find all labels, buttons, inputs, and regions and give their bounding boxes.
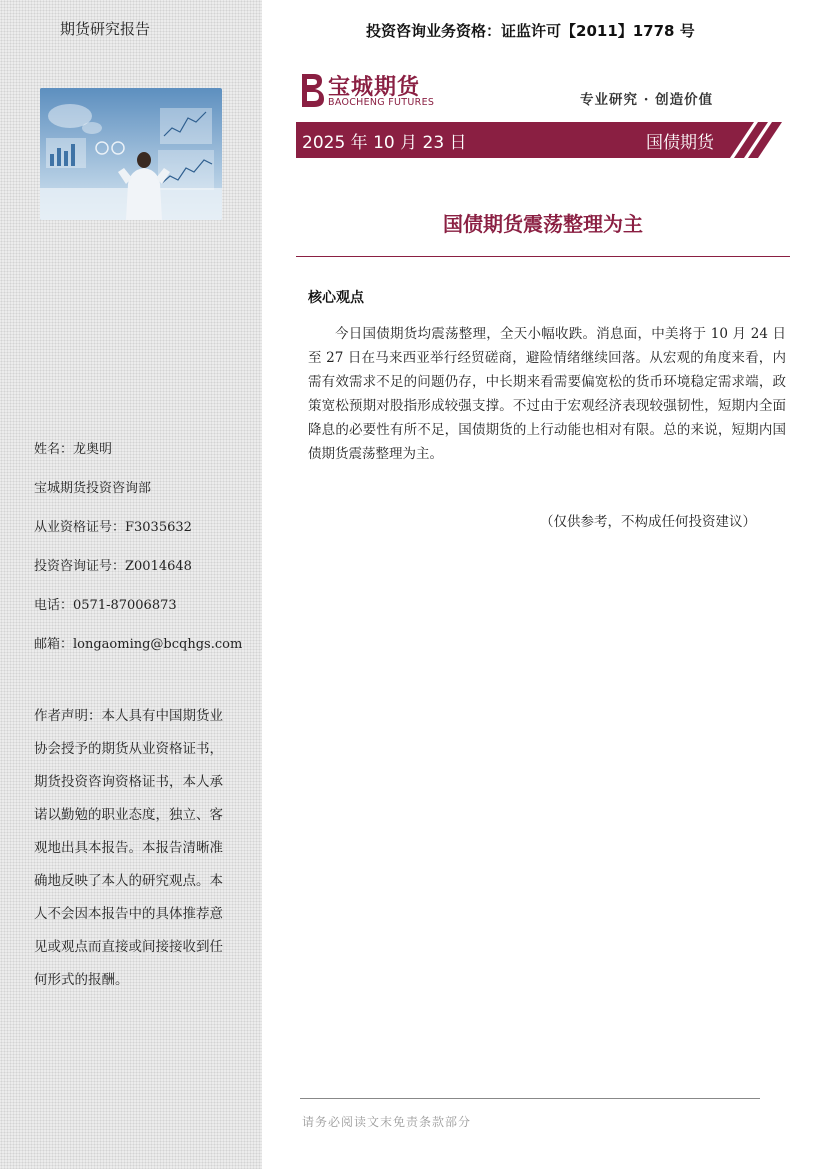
businessman-chart-illustration xyxy=(40,88,222,220)
logo-chinese-name: 宝城期货 xyxy=(328,74,421,100)
section-heading: 核心观点 xyxy=(308,290,364,306)
author-email: 邮箱：longaoming@bcqhgs.com xyxy=(34,637,243,652)
report-body: 今日国债期货均震荡整理，全天小幅收跌。消息面，中美将于 10 月 24 日至 27 日在马来西亚举行经贸磋商，避险情绪继续回落。从宏观的角度来看，内需有效需求不足的问题仍存，中长期来看需要偏宽松的货币环境稳定需求端，政策宽松预期对股指形成较强支撑。不过由于宏观经济表现较强韧性，短期内全面降息的必要性有所不足，国债期货的上行动能也相对有限。总的来说，短期内国债期货震荡整理为主。 xyxy=(308,326,786,462)
report-category: 国债期货 xyxy=(646,133,714,153)
footer-divider xyxy=(300,1098,760,1099)
title-divider xyxy=(296,256,790,257)
sidebar xyxy=(0,0,262,1169)
consulting-number: 投资咨询证号：Z0014648 xyxy=(34,559,192,574)
author-name: 姓名：龙奥明 xyxy=(34,442,113,457)
company-slogan: 专业研究 · 创造价值 xyxy=(580,92,714,108)
author-phone: 电话：0571-87006873 xyxy=(34,598,177,613)
logo-english-name: BAOCHENG FUTURES xyxy=(328,97,435,108)
author-declaration: 作者声明：本人具有中国期货业协会授予的期货从业资格证书，期货投资咨询资格证书，本人承诺以勤勉的职业态度，独立、客观地出具本报告。本报告清晰准确地反映了本人的研究观点。本人不会因本报告中的具体推荐意见或观点而直接或间接接收到任何形式的报酬。 xyxy=(34,708,223,988)
date-banner xyxy=(296,122,786,158)
author-info xyxy=(34,430,242,664)
author-department: 宝城期货投资咨询部 xyxy=(34,481,152,496)
reference-note: （仅供参考，不构成任何投资建议） xyxy=(540,514,756,530)
illustration-graphic xyxy=(40,88,222,220)
logo-mark-icon xyxy=(296,70,326,110)
license-statement: 投资咨询业务资格：证监许可【2011】1778 号 xyxy=(366,22,695,40)
report-title: 国债期货震荡整理为主 xyxy=(443,212,643,236)
qualification-number: 从业资格证号：F3035632 xyxy=(34,520,192,535)
report-date: 2025 年 10 月 23 日 xyxy=(302,133,467,153)
footer-disclaimer-link: 请务必阅读文末免责条款部分 xyxy=(302,1115,472,1129)
company-logo xyxy=(296,70,446,114)
report-type-label: 期货研究报告 xyxy=(60,20,151,38)
